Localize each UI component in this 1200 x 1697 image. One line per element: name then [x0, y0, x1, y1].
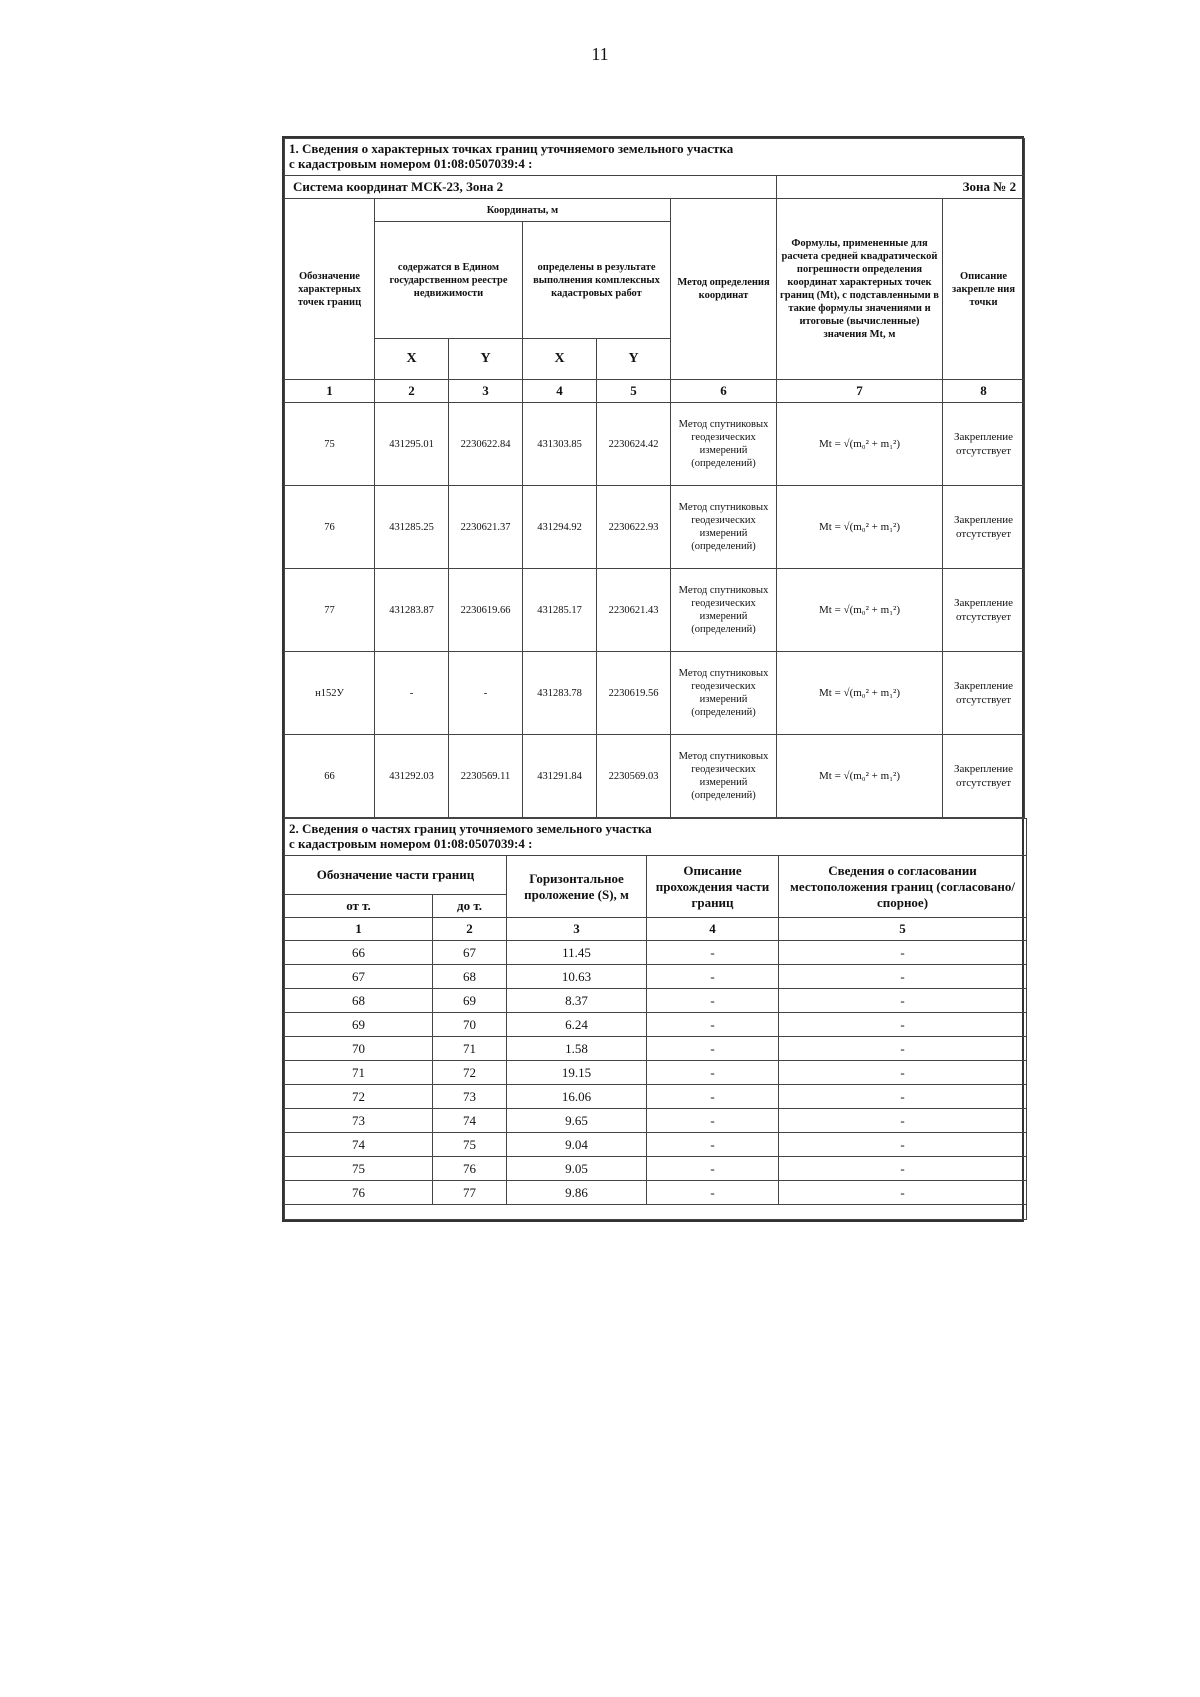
to-point: 72: [433, 1061, 507, 1085]
registry-y: 2230622.84: [449, 403, 523, 486]
passage-description: -: [647, 1085, 779, 1109]
col-number: 1: [285, 918, 433, 941]
from-point: 72: [285, 1085, 433, 1109]
determined-x: 431283.78: [523, 652, 597, 735]
registry-x: 431295.01: [375, 403, 449, 486]
col-number: 4: [647, 918, 779, 941]
determined-y: 2230619.56: [597, 652, 671, 735]
to-point: 71: [433, 1037, 507, 1061]
horizontal-distance: 9.86: [507, 1181, 647, 1205]
method-cell: Метод спутниковых геодезических измерений (определений): [671, 652, 777, 735]
col-number: 1: [285, 380, 375, 403]
header-in-registry: содержатся в Едином государственном реестре недвижимости: [375, 222, 523, 339]
from-point: 76: [285, 1181, 433, 1205]
col-number: 5: [597, 380, 671, 403]
col-number: 2: [433, 918, 507, 941]
from-point: 73: [285, 1109, 433, 1133]
method-cell: Метод спутниковых геодезических измерений (определений): [671, 403, 777, 486]
registry-y: -: [449, 652, 523, 735]
point-designation: 76: [285, 486, 375, 569]
table-footer-spacer: [285, 1205, 1027, 1220]
agreement-status: -: [779, 1085, 1027, 1109]
agreement-status: -: [779, 1109, 1027, 1133]
section2-title-line2: с кадастровым номером 01:08:0507039:4 :: [289, 836, 533, 851]
horizontal-distance: 16.06: [507, 1085, 647, 1109]
header-determined: определены в результате выполнения комплексных кадастровых работ: [523, 222, 671, 339]
fixing-cell: Закрепление отсутствует: [943, 652, 1025, 735]
horizontal-distance: 1.58: [507, 1037, 647, 1061]
header-designation: Обозначение характерных точек границ: [285, 199, 375, 380]
method-cell: Метод спутниковых геодезических измерений (определений): [671, 569, 777, 652]
section2-table: [284, 818, 1027, 1220]
table-row: [285, 1109, 1027, 1133]
col-number: 3: [507, 918, 647, 941]
header-from: от т.: [285, 895, 433, 918]
to-point: 73: [433, 1085, 507, 1109]
horizontal-distance: 9.04: [507, 1133, 647, 1157]
passage-description: -: [647, 1037, 779, 1061]
agreement-status: -: [779, 989, 1027, 1013]
agreement-status: -: [779, 1013, 1027, 1037]
formula-cell: Mt = √(m₀² + m₁²): [777, 652, 943, 735]
table-row: [285, 486, 1025, 569]
passage-description: -: [647, 941, 779, 965]
passage-description: -: [647, 1133, 779, 1157]
from-point: 66: [285, 941, 433, 965]
determined-y: 2230569.03: [597, 735, 671, 818]
agreement-status: -: [779, 1157, 1027, 1181]
table-row: [285, 735, 1025, 818]
formula-cell: Mt = √(m₀² + m₁²): [777, 403, 943, 486]
header-y1: Y: [449, 339, 523, 380]
zone-label: Зона № 2: [777, 176, 1025, 199]
passage-description: -: [647, 1013, 779, 1037]
formula-cell: Mt = √(m₀² + m₁²): [777, 486, 943, 569]
fixing-cell: Закрепление отсутствует: [943, 486, 1025, 569]
col-number: 6: [671, 380, 777, 403]
determined-y: 2230622.93: [597, 486, 671, 569]
header-to: до т.: [433, 895, 507, 918]
to-point: 68: [433, 965, 507, 989]
formula-cell: Mt = √(m₀² + m₁²): [777, 735, 943, 818]
page-number: 11: [591, 44, 609, 64]
fixing-cell: Закрепление отсутствует: [943, 569, 1025, 652]
method-cell: Метод спутниковых геодезических измерений (определений): [671, 486, 777, 569]
agreement-status: -: [779, 1037, 1027, 1061]
section1-title-line2: с кадастровым номером 01:08:0507039:4 :: [289, 156, 533, 171]
to-point: 67: [433, 941, 507, 965]
passage-description: -: [647, 965, 779, 989]
header-coordinates: Координаты, м: [375, 199, 671, 222]
section1-title: [285, 139, 1025, 176]
registry-x: 431283.87: [375, 569, 449, 652]
horizontal-distance: 10.63: [507, 965, 647, 989]
to-point: 76: [433, 1157, 507, 1181]
table-row: [285, 1133, 1027, 1157]
passage-description: -: [647, 1181, 779, 1205]
header-passage: Описание прохождения части границ: [647, 856, 779, 918]
horizontal-distance: 9.05: [507, 1157, 647, 1181]
col-number: 7: [777, 380, 943, 403]
agreement-status: -: [779, 941, 1027, 965]
table-row: [285, 1157, 1027, 1181]
horizontal-distance: 8.37: [507, 989, 647, 1013]
registry-y: 2230619.66: [449, 569, 523, 652]
from-point: 70: [285, 1037, 433, 1061]
determined-y: 2230624.42: [597, 403, 671, 486]
horizontal-distance: 19.15: [507, 1061, 647, 1085]
registry-x: -: [375, 652, 449, 735]
table-row: [285, 652, 1025, 735]
col-number: 2: [375, 380, 449, 403]
table-row: [285, 965, 1027, 989]
to-point: 74: [433, 1109, 507, 1133]
section2-title-line1: 2. Сведения о частях границ уточняемого земельного участка: [289, 821, 652, 836]
agreement-status: -: [779, 965, 1027, 989]
registry-y: 2230569.11: [449, 735, 523, 818]
registry-y: 2230621.37: [449, 486, 523, 569]
col-number: 3: [449, 380, 523, 403]
determined-x: 431285.17: [523, 569, 597, 652]
col-number: 5: [779, 918, 1027, 941]
table-row: [285, 403, 1025, 486]
determined-x: 431294.92: [523, 486, 597, 569]
method-cell: Метод спутниковых геодезических измерений (определений): [671, 735, 777, 818]
to-point: 77: [433, 1181, 507, 1205]
point-designation: 77: [285, 569, 375, 652]
header-part-designation: Обозначение части границ: [285, 856, 507, 895]
table-row: [285, 1037, 1027, 1061]
header-description: Описание закрепле ния точки: [943, 199, 1025, 380]
registry-x: 431285.25: [375, 486, 449, 569]
determined-y: 2230621.43: [597, 569, 671, 652]
from-point: 67: [285, 965, 433, 989]
document-frame: [282, 136, 1024, 1222]
registry-x: 431292.03: [375, 735, 449, 818]
fixing-cell: Закрепление отсутствует: [943, 403, 1025, 486]
table-row: [285, 941, 1027, 965]
fixing-cell: Закрепление отсутствует: [943, 735, 1025, 818]
header-y2: Y: [597, 339, 671, 380]
col-number: 4: [523, 380, 597, 403]
point-designation: 66: [285, 735, 375, 818]
passage-description: -: [647, 1109, 779, 1133]
table-row: [285, 989, 1027, 1013]
header-horizontal: Горизонтальное проложение (S), м: [507, 856, 647, 918]
from-point: 69: [285, 1013, 433, 1037]
agreement-status: -: [779, 1061, 1027, 1085]
coord-system: Система координат МСК-23, Зона 2: [285, 176, 777, 199]
header-x2: X: [523, 339, 597, 380]
agreement-status: -: [779, 1181, 1027, 1205]
col-number: 8: [943, 380, 1025, 403]
from-point: 75: [285, 1157, 433, 1181]
header-formulas: Формулы, примененные для расчета средней квадратической погрешности определения координат характерных точек границ (Mt), с подставленными в такие формулы значениями и итоговые (вычисленные) значения Mt, м: [777, 199, 943, 380]
from-point: 71: [285, 1061, 433, 1085]
agreement-status: -: [779, 1133, 1027, 1157]
passage-description: -: [647, 1157, 779, 1181]
section1-title-line1: 1. Сведения о характерных точках границ уточняемого земельного участка: [289, 141, 734, 156]
determined-x: 431303.85: [523, 403, 597, 486]
formula-cell: Mt = √(m₀² + m₁²): [777, 569, 943, 652]
passage-description: -: [647, 989, 779, 1013]
to-point: 69: [433, 989, 507, 1013]
section1-table: [284, 138, 1025, 818]
passage-description: -: [647, 1061, 779, 1085]
from-point: 68: [285, 989, 433, 1013]
table-row: [285, 1085, 1027, 1109]
determined-x: 431291.84: [523, 735, 597, 818]
point-designation: н152У: [285, 652, 375, 735]
header-x1: X: [375, 339, 449, 380]
header-agreement: Сведения о согласовании местоположения границ (согласовано/спорное): [779, 856, 1027, 918]
from-point: 74: [285, 1133, 433, 1157]
header-method: Метод определения координат: [671, 199, 777, 380]
to-point: 75: [433, 1133, 507, 1157]
table-row: [285, 1013, 1027, 1037]
table-row: [285, 1181, 1027, 1205]
point-designation: 75: [285, 403, 375, 486]
section2-title: [285, 819, 1027, 856]
to-point: 70: [433, 1013, 507, 1037]
table-row: [285, 569, 1025, 652]
horizontal-distance: 6.24: [507, 1013, 647, 1037]
horizontal-distance: 9.65: [507, 1109, 647, 1133]
horizontal-distance: 11.45: [507, 941, 647, 965]
table-row: [285, 1061, 1027, 1085]
